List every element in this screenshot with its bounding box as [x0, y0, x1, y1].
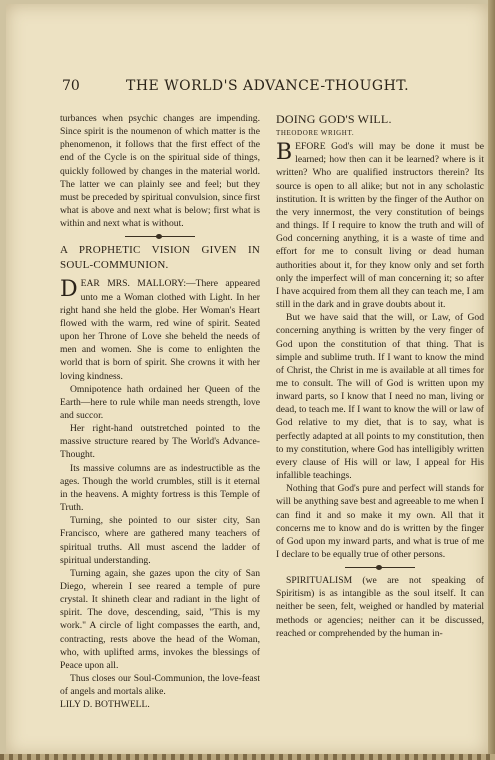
lead-word: SPIRITUALISM	[286, 575, 353, 587]
page-header	[62, 78, 482, 94]
page-bottom-edge	[0, 754, 495, 760]
left-column	[60, 112, 260, 712]
opening-text: God's will may be done it must be learned; how then can it be learned? where is it written? Who are qualified instructors therein? Its source is open to all alike; but not in any scholastic institution. It is written by the finger of the Author on the very innermost, the very constitution of beings and things. If I require to know the truth and will of God concerning anything, it is a waste of time and effort for me to consult living or dead human authorities about it, for they know only and set forth only the imperfect will of man concerning it; so after I have acquired from them all they can teach me, I am still in the dark and in grave doubts about it.	[276, 141, 484, 311]
right-column	[276, 112, 484, 640]
opening-paragraph	[60, 277, 260, 382]
paragraph: Turning, she pointed to our sister city, San Francisco, where are gathered many teachers of spiritual truths. All must ascend the ladder of spiritual understanding.	[60, 515, 260, 566]
article-author: THEODORE WRIGHT.	[276, 129, 355, 137]
article-title: A PROPHETIC VISION GIVEN IN SOUL-COMMUNION.	[60, 244, 260, 272]
paragraph: Her right-hand outstretched pointed to the massive structure reared by The World's Advance-Thought.	[60, 423, 260, 461]
next-article-text: (we are not speaking of Spiritism) is as intangible as the soul itself. It can neither be seen, felt, weighed or handled by material methods or agencies; neither can it be discussed, reached or comprehended by the human in-	[276, 575, 484, 639]
book-page	[6, 4, 488, 756]
section-divider	[125, 236, 195, 237]
continued-paragraph: turbances when psychic changes are impending. Since spirit is the noumenon of which matter is the phenomenon, it follows that the first effect of the end of the Cycle is on the spiritual side of things, quickly followed by changes in the material world. The latter we can plainly see and feel; but they must be preceded by spiritual convulsion, since first what is above and next what is below; first what is within and next what is without.	[60, 113, 260, 230]
section-divider	[345, 567, 415, 568]
paragraph: Omnipotence hath ordained her Queen of the Earth—here to rule while man needs strength, love and succor.	[60, 383, 260, 421]
paragraph: But we have said that the will, or Law, of God concerning anything is written by the very finger of God upon the constitution of that thing. That is simple and sublime truth. If I want to know the mind of Christ, the Christ in me is available at all times for me to consult. The will of God is written upon my inward parts, so I know that I need no man, living or dead, to teach me. If I want to know the will or law of God relative to my diet, that is to say, what is perfectly adapted at all points to my constitution, then to my constitution, where God has intelligibly written every clause of His will or law, I appeal for His infallible teachings.	[276, 312, 484, 482]
paragraph: Turning again, she gazes upon the city of San Diego, wherein I see reared a temple of pure crystal. It shineth clear and radiant in the light of spirit. The dove, descending, said, "This is my work." A circle of light compasses the earth, and, contracting, rests above the head of the Woman, who, with uplifted arms, invokes the blessings of Peace upon all.	[60, 567, 260, 671]
running-title: THE WORLD'S ADVANCE-THOUGHT.	[126, 78, 410, 94]
next-article-paragraph	[276, 574, 484, 640]
opening-paragraph	[276, 140, 484, 311]
page-edge	[488, 0, 495, 760]
opening-text: —There appeared unto me a Woman clothed with Light. In her right hand she held the globe. Her Woman's Heart flowed with the warm, red wine of spirit. Seated upon her Throne of Love she beheld the needs of men and women. She is come to enlighten the world that is born of spirit. She crowns it with her loving kindness.	[60, 278, 260, 382]
drop-cap: D	[60, 277, 78, 303]
paragraph: Its massive columns are as indestructible as the ages. Though the world crumbles, still is it eternal in the heavens. A mighty fortress is this Temple of Truth.	[60, 462, 260, 514]
page-number: 70	[62, 78, 80, 94]
article-title: DOING GOD'S WILL.	[276, 112, 392, 126]
signature: LILY D. BOTHWELL.	[60, 699, 150, 711]
salutation: EAR MRS. MALLORY:	[80, 278, 186, 290]
drop-cap: B	[276, 140, 293, 166]
paragraph: Thus closes our Soul-Communion, the love-feast of angels and mortals alike.	[60, 673, 260, 698]
lead-word: EFORE	[295, 141, 326, 153]
paragraph: Nothing that God's pure and perfect will stands for will be anything save best and agreeable to me when I can find it and so make it my own. All that it concerns me to know and do is written by the finger of God upon my inward parts, and what is true of me I declare to be equally true of other persons.	[276, 483, 484, 560]
